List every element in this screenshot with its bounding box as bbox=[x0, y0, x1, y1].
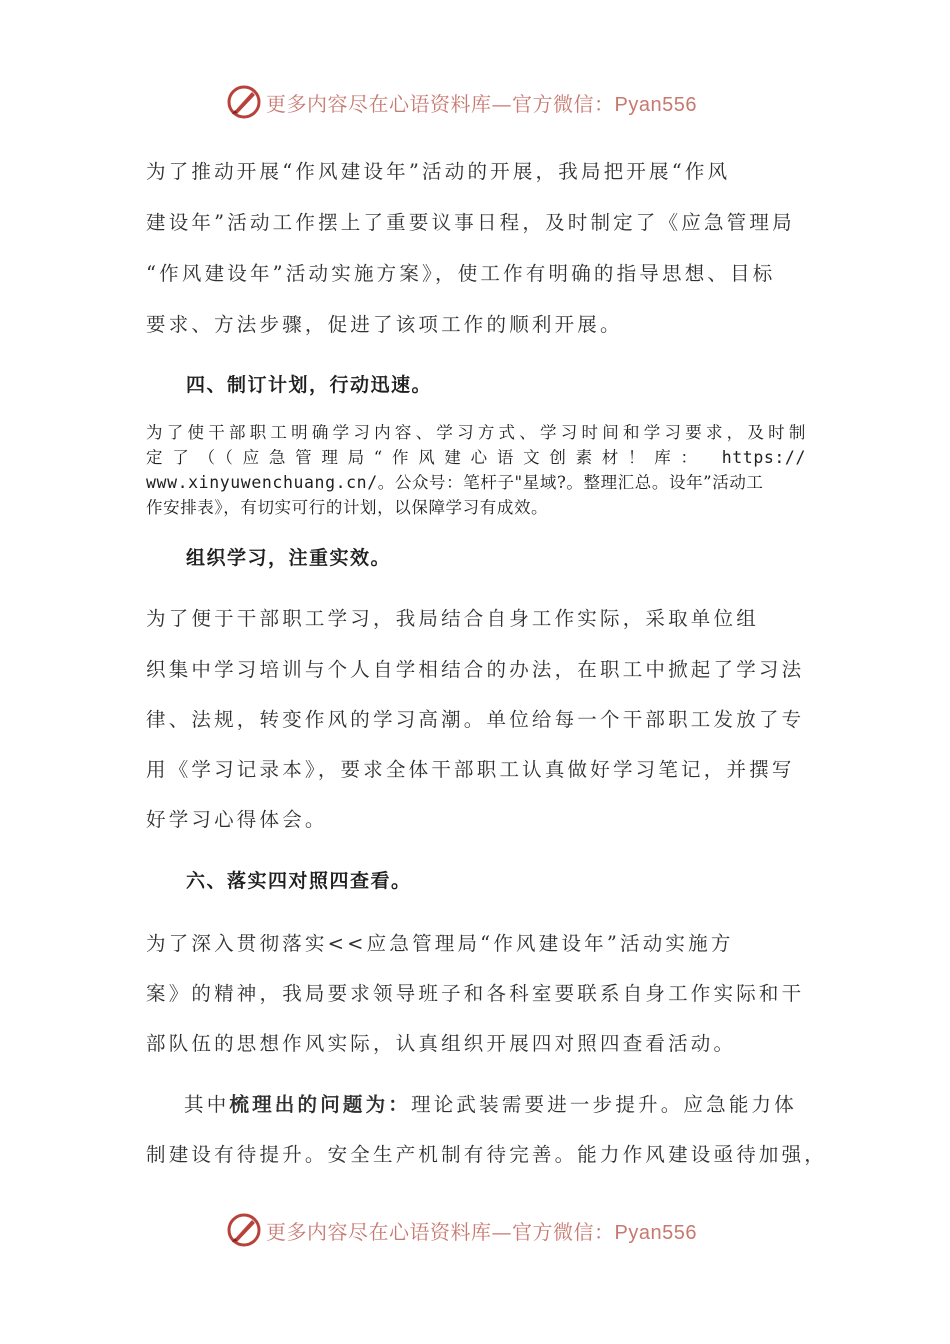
header-slogan: 更多内容尽在心语资料库—官方微信： bbox=[266, 92, 615, 116]
section6-heading: 六、落实四对照四查看。 bbox=[186, 870, 412, 892]
problems-line-1 bbox=[184, 1089, 844, 1117]
header-account: Pyan556 bbox=[614, 94, 697, 116]
intro-line-1: 为了推动开展“作风建设年”活动的开展，我局把开展“作风 bbox=[146, 160, 731, 183]
footer-text bbox=[266, 1216, 697, 1245]
section4-line-2 bbox=[146, 444, 806, 468]
section6-line-3: 部队伍的思想作风实际，认真组织开展四对照四查看活动。 bbox=[146, 1032, 737, 1055]
section4-url-part-2: www.xinyuwenchuang.cn/ bbox=[146, 473, 378, 492]
pen-logo-icon bbox=[226, 1212, 262, 1248]
section5-line-4: 用《学习记录本》，要求全体干部职工认真做好学习笔记，并撰写 bbox=[146, 758, 795, 781]
section4-line-2-text: 定了（（应急管理局“作风建心语文创素材！库： bbox=[146, 448, 707, 467]
footer-account: Pyan556 bbox=[614, 1222, 697, 1244]
section4-heading: 四、制订计划，行动迅速。 bbox=[186, 374, 433, 396]
problems-prefix: 其中 bbox=[184, 1093, 230, 1116]
section5-heading: 组织学习，注重实效。 bbox=[186, 547, 392, 569]
section4-url-part-1: https:// bbox=[721, 448, 806, 467]
intro-line-3: “作风建设年”活动实施方案》，使工作有明确的指导思想、目标 bbox=[146, 262, 776, 285]
problems-line-2: 制建设有待提升。安全生产机制有待完善。能力作风建设亟待加强， bbox=[146, 1143, 828, 1166]
section4-line-3-text: 。公众号：笔杆子"星域?。整理汇总。设年”活动工 bbox=[377, 473, 764, 492]
header-banner bbox=[0, 80, 950, 124]
section6-line-2: 案》的精神，我局要求领导班子和各科室要联系自身工作实际和干 bbox=[146, 982, 805, 1005]
section5-line-1: 为了便于干部职工学习，我局结合自身工作实际，采取单位组 bbox=[146, 607, 759, 630]
footer-slogan: 更多内容尽在心语资料库—官方微信： bbox=[266, 1220, 615, 1244]
section5-line-5: 好学习心得体会。 bbox=[146, 808, 328, 831]
header-text bbox=[266, 88, 697, 117]
section4-line-3 bbox=[146, 469, 806, 493]
section5-line-2: 织集中学习培训与个人自学相结合的办法，在职工中掀起了学习法 bbox=[146, 658, 805, 681]
problems-rest: 理论武装需要进一步提升。应急能力体 bbox=[411, 1093, 797, 1116]
section4-line-4: 作安排表》，有切实可行的计划，以保障学习有成效。 bbox=[146, 498, 549, 517]
section5-line-3: 律、法规，转变作风的学习高潮。单位给每一个干部职工发放了专 bbox=[146, 708, 805, 731]
section4-line-1: 为了使干部职工明确学习内容、学习方式、学习时间和学习要求，及时制 bbox=[146, 423, 806, 442]
problems-bold: 梳理出的问题为： bbox=[229, 1093, 412, 1116]
intro-line-4: 要求、方法步骤，促进了该项工作的顺利开展。 bbox=[146, 313, 623, 336]
section6-line-1: 为了深入贯彻落实<<应急管理局“作风建设年”活动实施方 bbox=[146, 932, 734, 955]
pen-logo-icon bbox=[226, 84, 262, 120]
intro-line-2: 建设年”活动工作摆上了重要议事日程，及时制定了《应急管理局 bbox=[146, 211, 795, 234]
footer-banner bbox=[0, 1208, 950, 1252]
